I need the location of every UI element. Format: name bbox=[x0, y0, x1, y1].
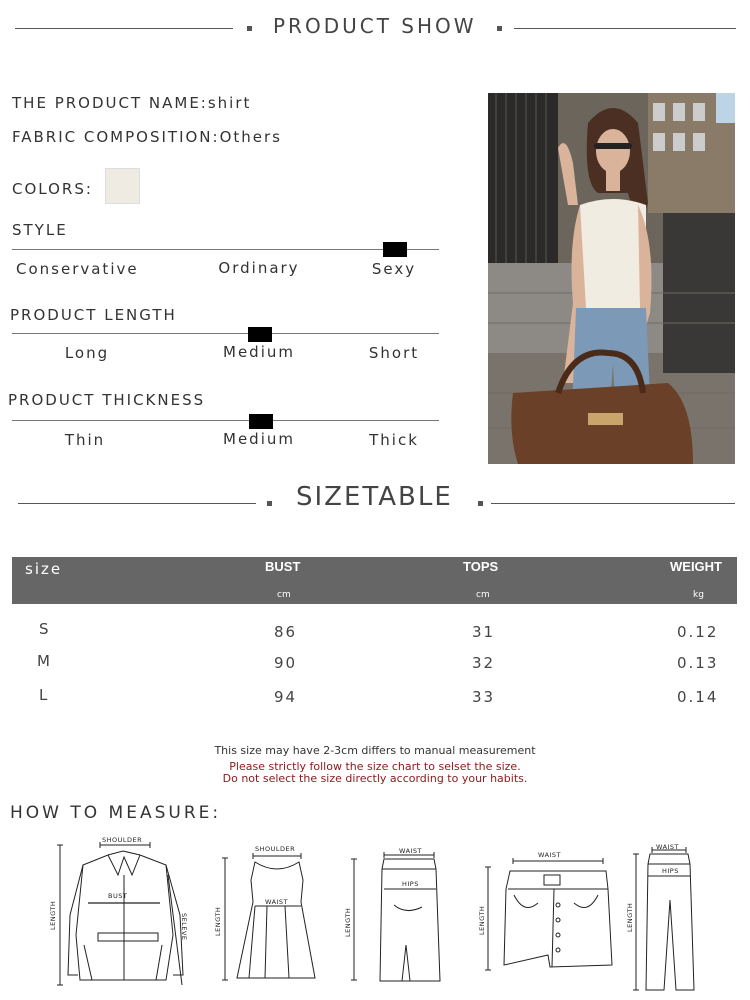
style-marker bbox=[383, 242, 407, 257]
col-bust: BUST bbox=[265, 559, 301, 574]
size-cell: S bbox=[39, 620, 51, 638]
fabric-composition: FABRIC COMPOSITION:Others bbox=[12, 128, 282, 146]
length-option-long: Long bbox=[64, 344, 110, 362]
bust-cell: 94 bbox=[274, 688, 298, 706]
size-cell: M bbox=[37, 652, 52, 670]
length-marker bbox=[248, 327, 272, 342]
style-option-sexy: Sexy bbox=[371, 260, 417, 278]
tops-cell: 32 bbox=[472, 654, 496, 672]
shorts-diagram bbox=[478, 845, 618, 975]
skirt-length-label: LENGTH bbox=[344, 907, 352, 937]
size-warning-1: Please strictly follow the size chart to selset the size. bbox=[229, 760, 521, 773]
col-size: size bbox=[25, 560, 63, 578]
shirt-shoulder-label: SHOULDER bbox=[102, 836, 143, 844]
weight-cell: 0.12 bbox=[677, 623, 719, 641]
dress-shoulder-label: SHOULDER bbox=[255, 845, 296, 853]
thickness-marker bbox=[249, 414, 273, 429]
pants-hips-label: HIPS bbox=[662, 867, 679, 875]
bust-cell: 90 bbox=[274, 654, 298, 672]
col-tops-unit: cm bbox=[476, 590, 490, 600]
dress-waist-label: WAIST bbox=[265, 898, 289, 906]
thickness-track bbox=[12, 420, 439, 421]
length-option-medium: Medium bbox=[223, 343, 295, 361]
color-swatch[interactable] bbox=[105, 168, 140, 204]
pants-diagram bbox=[624, 840, 704, 995]
weight-cell: 0.14 bbox=[677, 688, 719, 706]
dress-length-label: LENGTH bbox=[214, 906, 222, 936]
sizetable-bullet-right bbox=[478, 501, 483, 506]
size-warning-2: Do not select the size directly according to your habits. bbox=[222, 772, 528, 785]
product-name: THE PRODUCT NAME:shirt bbox=[12, 94, 252, 112]
shorts-waist-label: WAIST bbox=[538, 851, 562, 859]
thickness-option-thin: Thin bbox=[64, 431, 106, 449]
measure-title: HOW TO MEASURE: bbox=[10, 803, 222, 823]
pants-waist-label: WAIST bbox=[656, 843, 680, 851]
style-title: STYLE bbox=[12, 221, 68, 239]
style-option-conservative: Conservative bbox=[16, 260, 139, 278]
shorts-length-label: LENGTH bbox=[478, 905, 486, 935]
dress-diagram bbox=[215, 840, 315, 985]
length-title: PRODUCT LENGTH bbox=[10, 306, 177, 324]
sizetable-rule-right bbox=[491, 503, 735, 504]
size-note: This size may have 2-3cm differs to manual measurement bbox=[214, 744, 536, 757]
col-weight: WEIGHT bbox=[670, 559, 722, 574]
shirt-sleeve-label: SELEVE bbox=[180, 913, 188, 941]
header-rule-right bbox=[514, 28, 736, 29]
pants-length-label: LENGTH bbox=[626, 902, 634, 932]
col-weight-unit: kg bbox=[693, 590, 704, 600]
thickness-option-medium: Medium bbox=[223, 430, 295, 448]
length-track bbox=[12, 333, 439, 334]
header-bullet-left bbox=[247, 26, 252, 31]
size-cell: L bbox=[39, 686, 50, 704]
shirt-length-label: LENGTH bbox=[49, 900, 57, 930]
product-photo bbox=[488, 93, 735, 464]
header-bullet-right bbox=[497, 26, 502, 31]
shirt-diagram bbox=[48, 835, 200, 993]
thickness-title: PRODUCT THICKNESS bbox=[8, 391, 206, 409]
header-rule-left bbox=[15, 28, 233, 29]
bust-cell: 86 bbox=[274, 623, 298, 641]
style-option-ordinary: Ordinary bbox=[218, 259, 300, 277]
length-option-short: Short bbox=[368, 344, 420, 362]
weight-cell: 0.13 bbox=[677, 654, 719, 672]
sizetable-rule-left bbox=[18, 503, 256, 504]
style-track bbox=[12, 249, 439, 250]
sizetable-bullet-left bbox=[267, 501, 272, 506]
skirt-hips-label: HIPS bbox=[402, 880, 419, 888]
thickness-option-thick: Thick bbox=[369, 431, 419, 449]
sizetable-title: SIZETABLE bbox=[296, 482, 453, 512]
col-bust-unit: cm bbox=[277, 590, 291, 600]
skirt-diagram bbox=[344, 845, 444, 985]
col-tops: TOPS bbox=[463, 559, 499, 574]
size-table-header bbox=[12, 557, 737, 604]
shirt-bust-label: BUST bbox=[108, 892, 128, 900]
colors-label: COLORS: bbox=[12, 180, 93, 198]
tops-cell: 33 bbox=[472, 688, 496, 706]
header-title: PRODUCT SHOW bbox=[273, 14, 477, 38]
tops-cell: 31 bbox=[472, 623, 496, 641]
skirt-waist-label: WAIST bbox=[399, 847, 423, 855]
